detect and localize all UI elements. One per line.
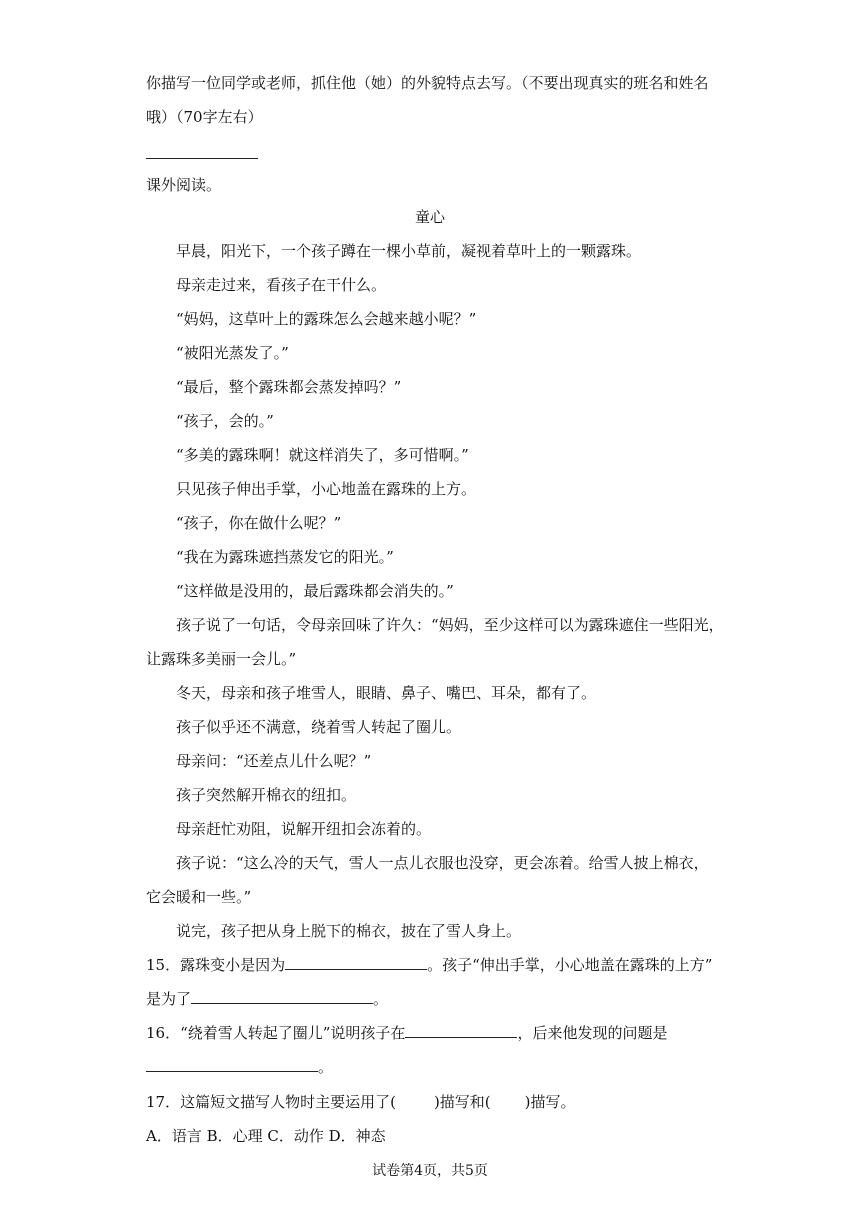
story-title: 童心 (414, 208, 445, 226)
story-paragraph: 早晨，阳光下，一个孩子蹲在一棵小草前，凝视着草叶上的一颗露珠。 (176, 242, 642, 260)
story-paragraph: 孩子似乎还不满意，绕着雪人转起了圈儿。 (176, 718, 462, 736)
story-paragraph: 母亲走过来，看孩子在干什么。 (176, 276, 387, 294)
story-paragraph: 只见孩子伸出手掌，小心地盖在露珠的上方。 (176, 480, 477, 498)
story-paragraph: “孩子，会的。” (176, 412, 274, 430)
story-paragraph: “这样做是没用的，最后露珠都会消失的。” (176, 582, 454, 600)
section-heading: 课外阅读。 (146, 176, 222, 194)
question-16-text: 16．“绕着雪人转起了圈儿”说明孩子在 (146, 1024, 406, 1042)
question-15-text: 。 (373, 990, 389, 1008)
story-paragraph: 母亲问：“还差点儿什么呢？” (176, 752, 372, 770)
story-paragraph: “孩子，你在做什么呢？” (176, 514, 342, 532)
question-15-text: 是为了 (146, 990, 192, 1008)
story-paragraph: “被阳光蒸发了。” (176, 344, 289, 362)
story-paragraph: 孩子说：“这么冷的天气，雪人一点儿衣服也没穿，更会冻着。给雪人披上棉衣， (176, 854, 709, 872)
story-paragraph: “多美的露珠啊！就这样消失了，多可惜啊。” (176, 446, 469, 464)
answer-rule (146, 158, 258, 159)
question-16-line-2 (146, 1057, 333, 1077)
answer-blank[interactable] (146, 1057, 318, 1072)
story-paragraph: 孩子说了一句话，令母亲回味了许久：“妈妈，至少这样可以为露珠遮住一些阳光， (176, 616, 724, 634)
intro-line-2: 哦）（70字左右） (146, 108, 263, 126)
question-15-line-2 (146, 989, 388, 1009)
answer-blank[interactable] (405, 1023, 517, 1038)
question-17-line (146, 1092, 576, 1112)
story-paragraph: “最后，整个露珠都会蒸发掉吗？” (176, 378, 402, 396)
question-17-text: )描写。 (524, 1093, 576, 1111)
story-paragraph: “我在为露珠遮挡蒸发它的阳光。” (176, 548, 394, 566)
question-15-text: 15．露珠变小是因为 (146, 956, 286, 974)
question-16-text: 。 (318, 1058, 334, 1076)
intro-line-1: 你描写一位同学或老师，抓住他（她）的外貌特点去写。（不要出现真实的班名和姓名 (146, 74, 709, 92)
question-15-line-1 (146, 955, 712, 975)
page-footer: 试卷第4页，共5页 (372, 1163, 488, 1179)
story-paragraph: 母亲赶忙劝阻，说解开纽扣会冻着的。 (176, 820, 432, 838)
answer-blank[interactable] (285, 955, 427, 970)
story-paragraph: “妈妈，这草叶上的露珠怎么会越来越小呢？” (176, 310, 477, 328)
story-paragraph-cont: 它会暖和一些。” (146, 888, 252, 906)
question-15-text: 。孩子“伸出手掌，小心地盖在露珠的上方” (427, 956, 713, 974)
question-16-line-1 (146, 1023, 667, 1043)
question-16-text: ，后来他发现的问题是 (517, 1024, 668, 1042)
story-paragraph: 孩子突然解开棉衣的纽扣。 (176, 786, 357, 804)
answer-blank[interactable] (191, 989, 373, 1004)
question-17-options: A．语言 B．心理 C．动作 D．神态 (146, 1127, 386, 1145)
question-17-text: )描写和( (433, 1093, 491, 1111)
question-17-text: 17．这篇短文描写人物时主要运用了( (146, 1093, 396, 1111)
story-paragraph: 说完，孩子把从身上脱下的棉衣，披在了雪人身上。 (176, 922, 522, 940)
story-paragraph: 冬天，母亲和孩子堆雪人，眼睛、鼻子、嘴巴、耳朵，都有了。 (176, 684, 597, 702)
story-paragraph-cont: 让露珠多美丽一会儿。” (146, 650, 297, 668)
